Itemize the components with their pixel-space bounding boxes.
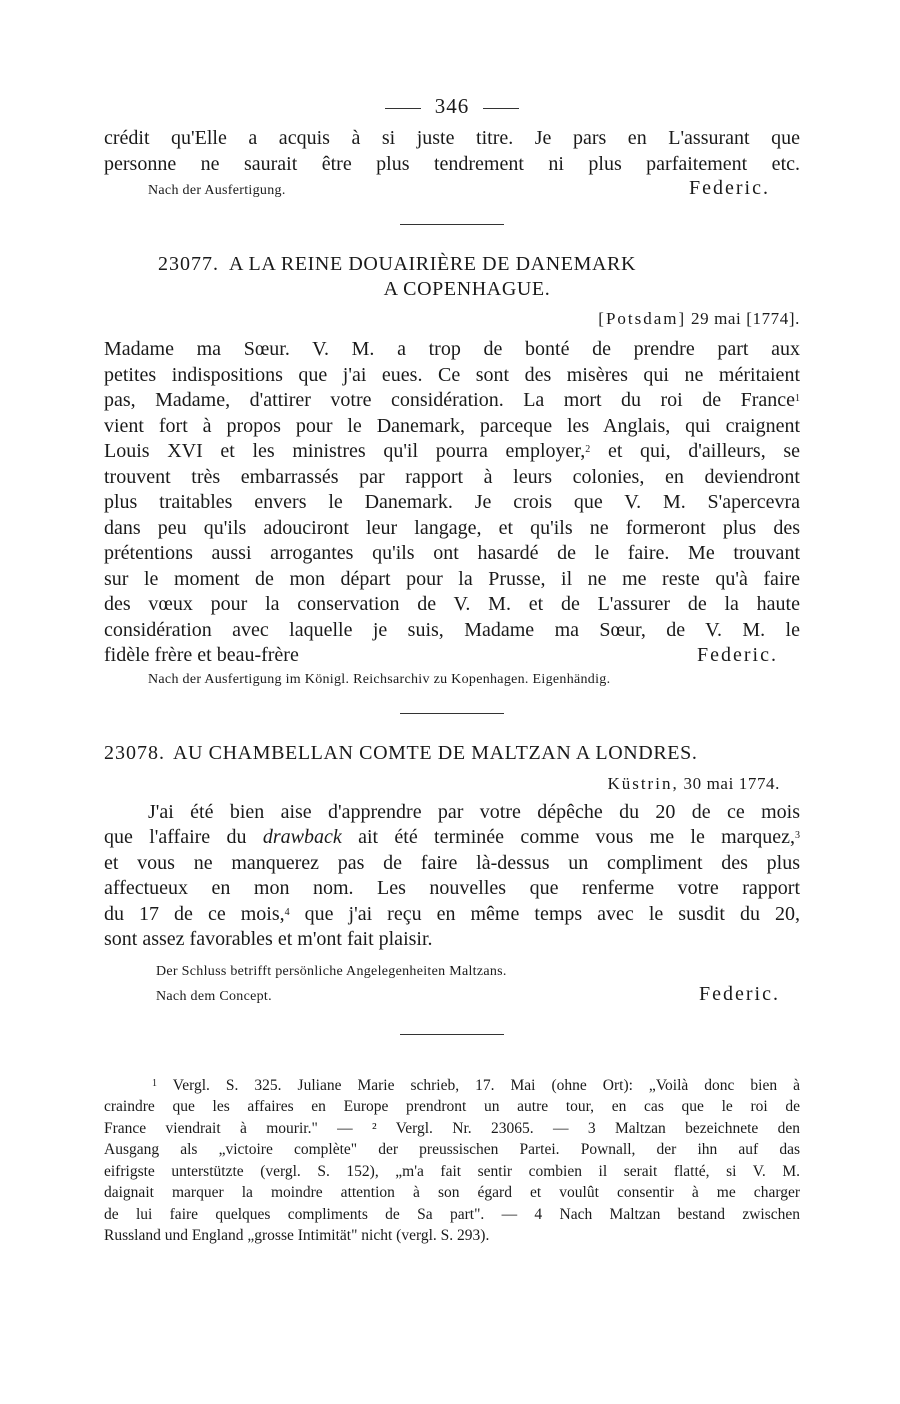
footnote-marker: 2: [585, 444, 591, 455]
text-line: des vœux pour la conservation de V. M. et de L'assurer de la haute: [104, 593, 800, 615]
letter-23076-end: [104, 126, 800, 200]
date-place: Küstrin,: [607, 773, 679, 793]
text-line: considération avec laquelle je suis, Madame ma Sœur, de V. M. le: [104, 618, 800, 641]
letter-title: AU CHAMBELLAN COMTE DE MALTZAN A LONDRES.: [173, 741, 698, 764]
emphasis-drawback: drawback: [262, 826, 342, 848]
text-segment: Louis XVI et les ministres qu'il pourra employer,: [104, 440, 586, 462]
text-line: [104, 439, 800, 465]
footnote-line: Ausgang als „victoire complète" der preussischen Partei. Pownall, der ihn auf das: [104, 1141, 800, 1158]
letter-number: 23078.: [104, 741, 165, 764]
footnote-marker: 3: [795, 830, 801, 841]
source-note: Nach dem Concept.: [156, 988, 272, 1004]
source-note: Der Schluss betrifft persönliche Angelegenheiten Maltzans.: [156, 963, 507, 979]
letter-number: 23077.: [158, 253, 219, 275]
footnote-marker: 1: [795, 393, 800, 404]
text-line: plus traitables envers le Danemark. Je crois que V. M. S'apercevra: [104, 491, 800, 513]
footnote-line: de lui faire quelques compliments de Sa part". — 4 Nach Maltzan bestand zwischen: [104, 1205, 800, 1223]
footnotes: [104, 1075, 800, 1247]
text-line: dans peu qu'ils adouciront leur langage, et qu'ils ne formeront plus des: [104, 516, 800, 539]
signature: Federic.: [699, 982, 780, 1005]
text-segment: ait été terminée comme vous me le marquez,: [358, 826, 796, 848]
text-line: J'ai été bien aise d'apprendre par votre dépêche du 20 de ce mois: [148, 800, 800, 823]
footnote-line: [104, 1075, 800, 1097]
footnote-marker: 4: [284, 906, 290, 918]
footnote-line: France viendrait à mourir." — ² Vergl. Nr. 23065. — 3 Maltzan bezeichnete den: [104, 1119, 800, 1137]
signature: Federic.: [697, 644, 778, 666]
text-line: personne ne saurait être plus tendrement ni plus parfaitement etc.: [104, 152, 800, 175]
section-divider: [400, 713, 504, 714]
section-divider: [400, 224, 504, 225]
letter-heading: [104, 740, 800, 766]
text-line: sur le moment de mon départ pour la Prusse, il ne me reste qu'à faire: [104, 567, 800, 590]
text-line: et vous ne manquerez pas de faire là-dessus un compliment des plus: [104, 851, 800, 874]
text-line: affectueux en mon nom. Les nouvelles que renferme votre rapport: [104, 877, 800, 899]
text-line-inner: Madame ma Sœur. V. M. a trop de bonté de prendre part aux: [104, 338, 800, 360]
text-segment: du 17 de ce mois,: [104, 902, 285, 925]
footnote-divider: [400, 1034, 504, 1035]
text-segment: pas, Madame, d'attirer votre considération. La mort du roi de France: [104, 389, 795, 411]
footnote-line: daignait marquer la moindre attention à son égard et voulût consentir à me charger: [104, 1184, 800, 1201]
footnote-line: craindre que les affaires en Europe prendront un autre tour, en cas que le roi de: [104, 1098, 800, 1115]
closing-row: [104, 643, 800, 669]
footnote-line: Russland und England „grosse Intimität" nicht (vergl. S. 293).: [104, 1227, 490, 1244]
letter-23078: [104, 740, 800, 1006]
text-segment: et qui, d'ailleurs, se: [607, 440, 801, 462]
text-line: crédit qu'Elle a acquis à si juste titre. Je pars en L'assurant que: [104, 127, 800, 149]
text-segment: que l'affaire du: [104, 826, 247, 848]
dateline: [104, 770, 800, 798]
footnote-marker: 1: [152, 1077, 157, 1089]
signature-row: [104, 983, 800, 1006]
closing-text: fidèle frère et beau-frère: [104, 644, 299, 666]
footnote-line: eifrigste unterstützte (vergl. S. 152), „m'a fait sentir combien il serait flatté, si V. M.: [104, 1162, 800, 1180]
page-number: 346: [434, 94, 470, 118]
text-line: [104, 388, 800, 414]
date: 29 mai [1774].: [691, 309, 800, 328]
signature-row: [104, 177, 800, 200]
dateline: [104, 305, 800, 333]
text-line: vient fort à propos pour le Danemark, parceque les Anglais, qui craignent: [104, 414, 800, 437]
text-line: prétentions aussi arrogantes qu'ils ont hasardé de le faire. Me trouvant: [104, 542, 800, 564]
text-line: trouvent très embarrassés par rapport à leurs colonies, en deviendront: [104, 465, 800, 488]
letter-heading: [104, 251, 800, 277]
text-line: [104, 902, 800, 928]
letter-title-line2: A COPENHAGUE.: [383, 278, 551, 300]
letter-23077: [104, 251, 800, 691]
letter-title: A LA REINE DOUAIRIÈRE DE DANEMARK: [229, 253, 636, 275]
text-line: [104, 825, 800, 851]
signature: Federic.: [689, 177, 770, 199]
header-dash-left: [385, 108, 421, 109]
date: 30 mai 1774.: [683, 773, 780, 793]
source-note: Nach der Ausfertigung.: [148, 183, 286, 198]
date-place: [Potsdam]: [598, 309, 687, 328]
text-line: [104, 337, 800, 363]
text-line: petites indispositions que j'ai eues. Ce sont des misères qui ne méritaient: [104, 363, 800, 386]
header-dash-right: [483, 108, 519, 109]
document-page: [104, 88, 800, 1247]
text-segment: que j'ai reçu en même temps avec le susdit du 20,: [304, 902, 801, 925]
source-note: Nach der Ausfertigung im Königl. Reichsarchiv zu Kopenhagen. Eigenhändig.: [148, 671, 611, 687]
page-header: [104, 88, 800, 124]
text-line: sont assez favorables et m'ont fait plaisir.: [104, 928, 433, 950]
footnote-text: Vergl. S. 325. Juliane Marie schrieb, 17. Mai (ohne Ort): „Voilà donc bien à: [172, 1076, 800, 1094]
